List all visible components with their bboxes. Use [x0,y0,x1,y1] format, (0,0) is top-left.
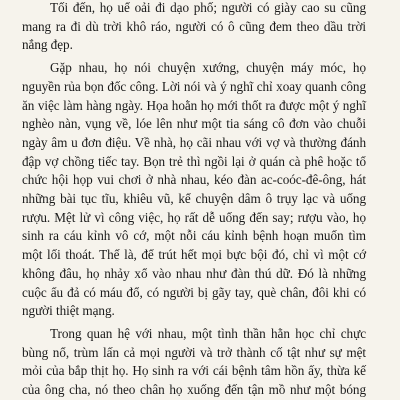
paragraph-evening: Tối đến, họ uể oải đi dạo phố; người có giày cao su cũng mang ra đi dù trời khô ráo, người có ô cũng đem theo dầu trời nắng đẹp. [22,0,366,53]
paragraph-meetings: Gặp nhau, họ nói chuyện xướng, chuyện máy móc, họ nguyền rủa bọn đốc công. Lời nói và ý nghĩ chỉ xoay quanh công ăn việc làm hàng ngày. Họa hoằn họ mới thốt ra được một ý nghĩ nghèo nàn, vụng về, lóe lên như một tia sáng cô đơn vào chuỗi ngày âm u đơn điệu. Về nhà, họ cãi nhau với vợ và thường đánh đập vợ chồng tiếc tay. Bọn trẻ thì ngồi lại ở quán cà phê hoặc tổ chức hội họp vui chơi ở nhà nhau, kéo đàn ac-coóc-đê-ông, hát những bài tục tĩu, khiêu vũ, kể chuyện dâm ô trụy lạc và uống rượu. Mệt lử vì công việc, họ rất dễ uống đến say; rượu vào, họ sinh ra cáu kỉnh vô cớ, một nỗi cáu kỉnh bệnh hoạn muốn tìm một lối thoát. Thế là, để trút hết mọi bực bội đó, chỉ vì một cớ không đâu, họ nhảy xổ vào nhau như đàn thú dữ. Đó là những cuộc ẩu đả có máu đổ, có người bị gãy tay, què chân, đôi khi có người thiệt mạng. [22,60,366,319]
paragraph-relations: Trong quan hệ với nhau, một tình thần hằn học chỉ chực bùng nổ, trùm lấn cả mọi người và trở thành cố tật như sự mệt mỏi của bắp thịt họ. Họ sinh ra với cái bệnh tâm hồn ấy, thừa kế của ông cha, nó theo chân họ xuống đến tận mồ như một bóng [22,325,366,398]
